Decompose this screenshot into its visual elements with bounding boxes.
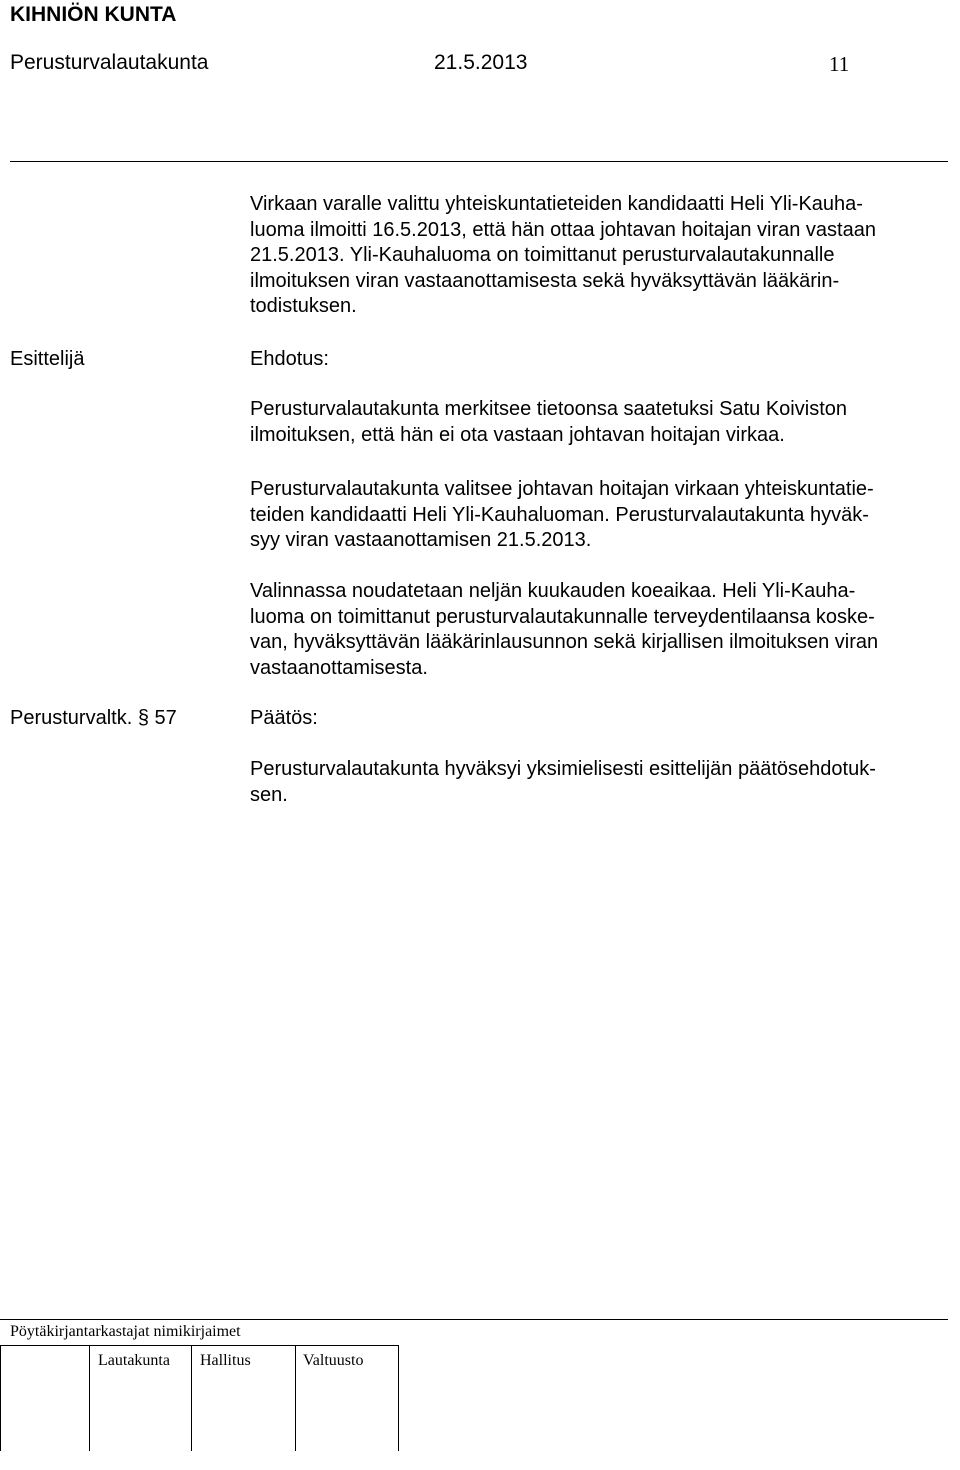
text-line: todistuksen. (250, 295, 357, 318)
organization-name: KIHNIÖN KUNTA (10, 3, 177, 26)
footer-subdivider (0, 1345, 398, 1346)
footer-divider (0, 1319, 948, 1320)
text-line: vastaanottamisesta. (250, 656, 428, 679)
column-divider (398, 1345, 399, 1451)
proposal-heading: Ehdotus: (250, 348, 329, 370)
text-line: luoma ilmoitti 16.5.2013, että hän ottaa johtavan hoitajan viran vastaan (250, 218, 876, 241)
proposal-paragraph (250, 477, 874, 554)
initials-column-board: Lautakunta (98, 1352, 170, 1369)
minutes-checkers-table (0, 1319, 948, 1451)
decision-heading: Päätös: (250, 707, 318, 729)
decision-paragraph (250, 757, 876, 808)
text-line: Valinnassa noudatetaan neljän kuukauden koeaikaa. Heli Yli-Kauha- (250, 580, 856, 602)
proposal-paragraph (250, 579, 878, 681)
text-line: syy viran vastaanottamisen 21.5.2013. (250, 529, 592, 552)
text-line: teiden kandidaatti Heli Yli-Kauhaluoman. Perusturvalautakunta hyväk- (250, 503, 869, 526)
header-divider (10, 161, 948, 162)
initials-column-government: Hallitus (200, 1352, 251, 1369)
column-divider (89, 1345, 90, 1451)
text-line: sen. (250, 783, 288, 806)
text-line: 21.5.2013. Yli-Kauhaluoma on toimittanut perusturvalautakunnalle (250, 244, 835, 267)
column-divider (191, 1345, 192, 1451)
section-reference: Perusturvaltk. § 57 (10, 707, 177, 729)
text-line: Perusturvalautakunta valitsee johtavan hoitajan virkaan yhteiskuntatie- (250, 478, 874, 500)
board-name: Perusturvalautakunta (10, 51, 209, 74)
text-line: ilmoituksen viran vastaanottamisesta sekä hyväksyttävän lääkärin- (250, 269, 840, 292)
text-line: ilmoituksen, että hän ei ota vastaan johtavan hoitajan virkaa. (250, 423, 785, 446)
text-line: Perusturvalautakunta merkitsee tietoonsa saatetuksi Satu Koiviston (250, 398, 847, 420)
text-line: Virkaan varalle valittu yhteiskuntatieteiden kandidaatti Heli Yli-Kauha- (250, 193, 863, 215)
column-divider (0, 1345, 1, 1451)
minutes-checkers-title: Pöytäkirjantarkastajat nimikirjaimet (10, 1323, 241, 1340)
initials-column-council: Valtuusto (303, 1352, 364, 1369)
proposal-paragraph (250, 397, 847, 448)
intro-paragraph (250, 192, 876, 320)
column-divider (295, 1345, 296, 1451)
text-line: van, hyväksyttävän lääkärinlausunnon sekä kirjallisen ilmoituksen viran (250, 631, 879, 654)
page-number: 11 (829, 52, 850, 76)
meeting-date: 21.5.2013 (434, 51, 528, 74)
presenter-label: Esittelijä (10, 348, 85, 370)
text-line: Perusturvalautakunta hyväksyi yksimielisesti esittelijän päätösehdotuk- (250, 758, 876, 780)
text-line: luoma on toimittanut perusturvalautakunnalle terveydentilaansa koske- (250, 605, 875, 628)
